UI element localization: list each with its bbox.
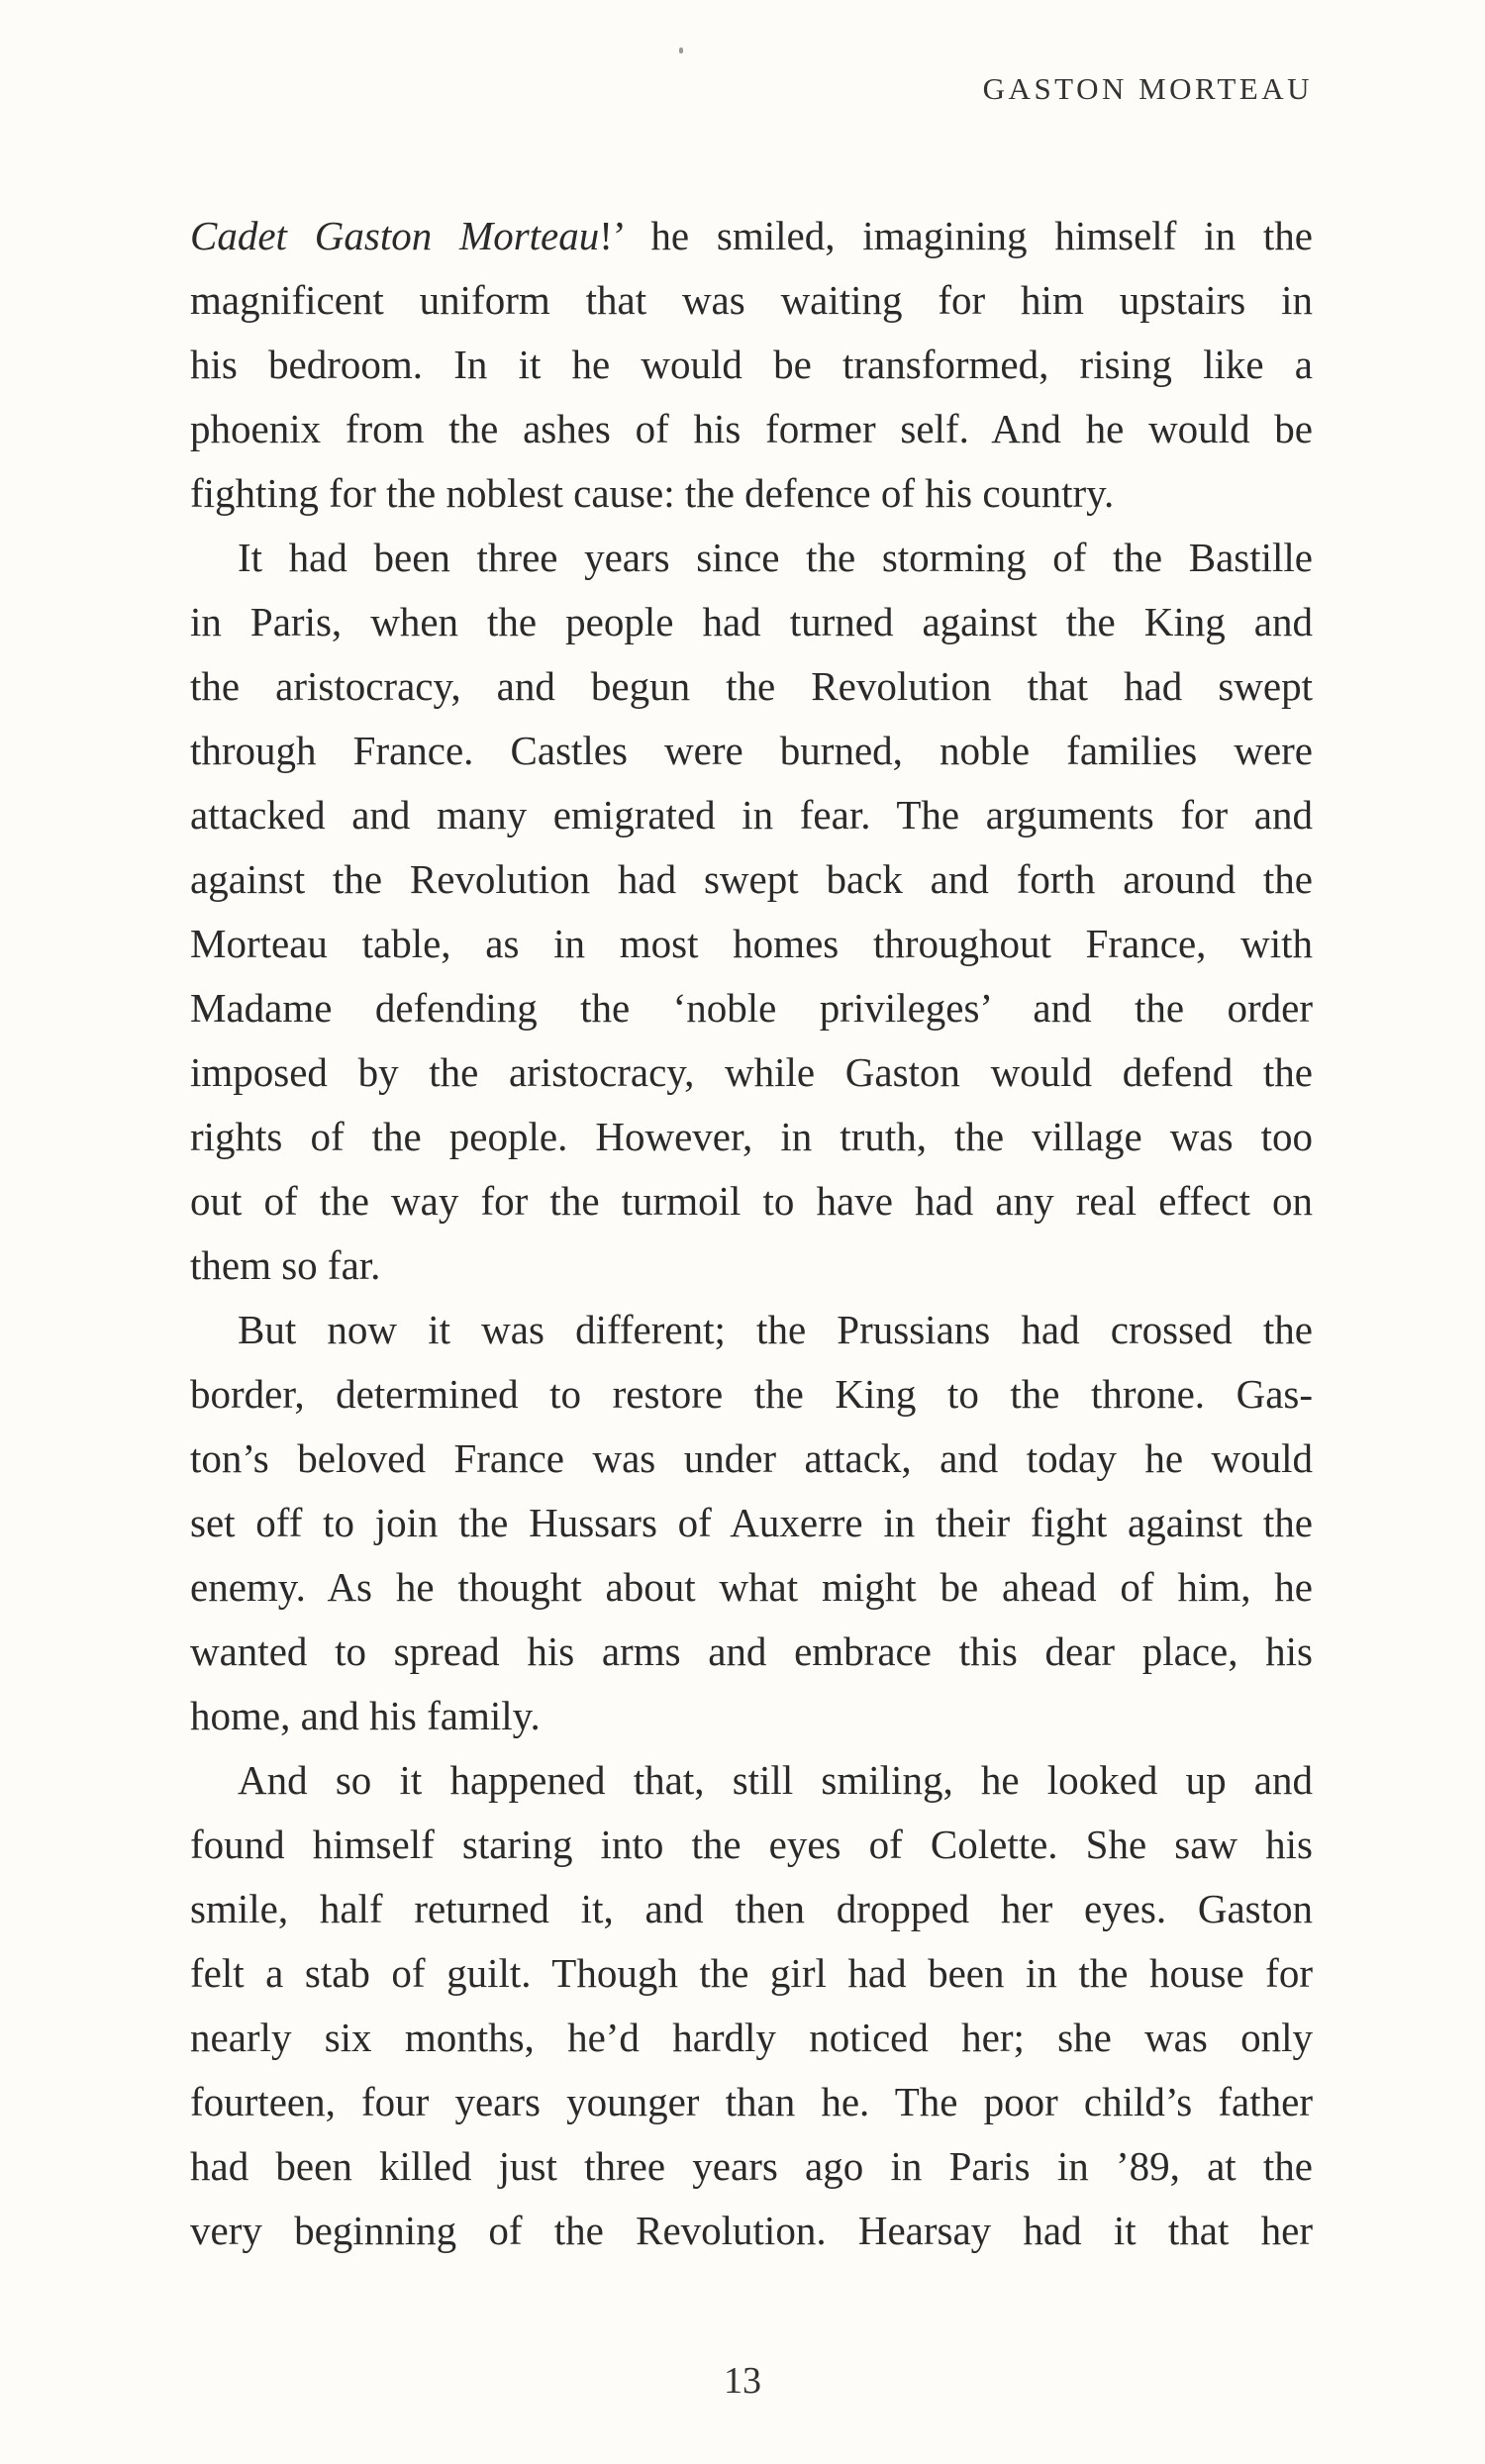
running-head: GASTON MORTEAU (982, 71, 1313, 106)
text-line: home, and his family. (190, 1693, 541, 1738)
text-line: attacked and many emigrated in fear. The arguments for and (190, 792, 1313, 838)
text-line: in Paris, when the people had turned against the King and (190, 599, 1313, 644)
text-line: through France. Castles were burned, noble families were (190, 728, 1313, 773)
text-line: ton’s beloved France was under attack, and today he would (190, 1435, 1313, 1481)
text-line: phoenix from the ashes of his former self. And he would be (190, 406, 1313, 451)
body-text (190, 204, 1313, 2263)
text-line: It had been three years since the storming of the Bastille (238, 535, 1313, 580)
text-line: border, determined to restore the King to the throne. Gas- (190, 1371, 1313, 1417)
text-line: wanted to spread his arms and embrace this dear place, his (190, 1628, 1313, 1674)
text-line: fighting for the noblest cause: the defence of his country. (190, 470, 1115, 516)
text-line (190, 204, 1313, 268)
text-line: Madame defending the ‘noble privileges’ and the order (190, 985, 1313, 1031)
text-line: found himself staring into the eyes of Colette. She saw his (190, 1822, 1313, 1867)
page-number: 13 (724, 2360, 761, 2402)
text-line: against the Revolution had swept back and forth around the (190, 856, 1313, 902)
text-line: had been killed just three years ago in Paris in ’89, at the (190, 2143, 1313, 2189)
text-line: nearly six months, he’d hardly noticed her; she was only (190, 2015, 1313, 2060)
text-line: fourteen, four years younger than he. The poor child’s father (190, 2079, 1313, 2124)
text-line: But now it was different; the Prussians had crossed the (238, 1307, 1313, 1352)
text-line: set off to join the Hussars of Auxerre in their fight against the (190, 1500, 1313, 1545)
text-line: enemy. As he thought about what might be ahead of him, he (190, 1564, 1313, 1610)
text-line: Morteau table, as in most homes throughout France, with (190, 921, 1313, 966)
text-line: out of the way for the turmoil to have had any real effect on (190, 1178, 1313, 1224)
text-line: smile, half returned it, and then dropped her eyes. Gaston (190, 1886, 1313, 1931)
text-line: imposed by the aristocracy, while Gaston would defend the (190, 1049, 1313, 1095)
text-line: rights of the people. However, in truth, the village was too (190, 1114, 1313, 1159)
paper-speck (679, 48, 683, 53)
text-line: his bedroom. In it he would be transformed, rising like a (190, 342, 1313, 387)
italic-phrase: Cadet Gaston Morteau (190, 213, 600, 258)
text-line-rest: !’ he smiled, imagining himself in the (599, 213, 1313, 258)
text-line: very beginning of the Revolution. Hearsay had it that her (190, 2208, 1313, 2253)
text-line: magnificent uniform that was waiting for him upstairs in (190, 277, 1313, 323)
text-line: And so it happened that, still smiling, he looked up and (238, 1757, 1313, 1803)
text-line: them so far. (190, 1242, 381, 1288)
text-line: the aristocracy, and begun the Revolution that had swept (190, 663, 1313, 709)
text-line: felt a stab of guilt. Though the girl had been in the house for (190, 1950, 1313, 1996)
